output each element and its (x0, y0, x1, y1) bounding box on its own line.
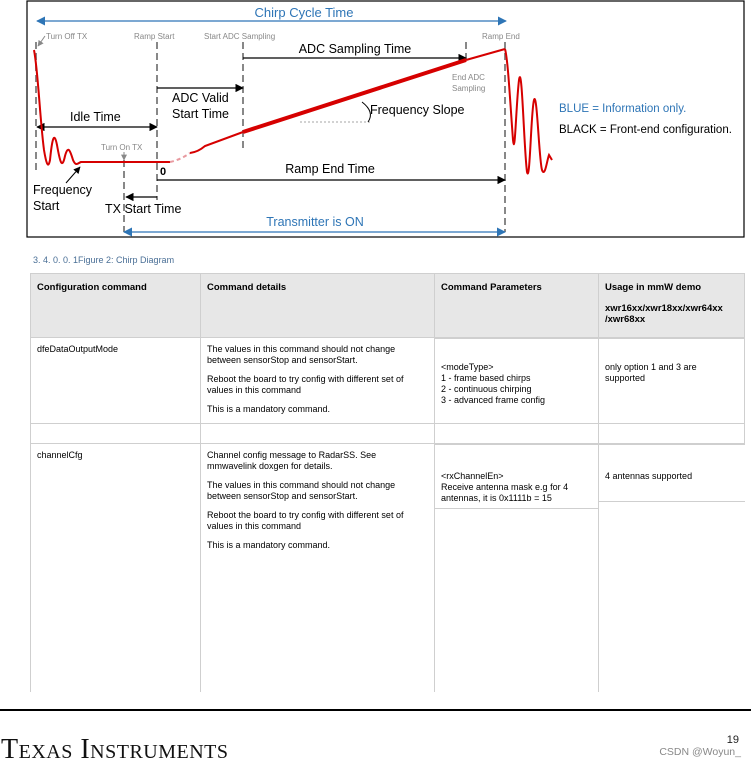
chirp-waveform-settle (170, 153, 190, 162)
details-paragraph: Channel config message to RadarSS. See mmwavelink doxgen for details. (207, 450, 377, 471)
details-paragraph: The values in this command should not change between sensorStop and sensorStart. (207, 480, 396, 501)
ramp-end-label: Ramp End (482, 32, 520, 41)
header-usage (599, 274, 745, 338)
chirp-waveform-ramp-end (466, 49, 505, 60)
details-cell (201, 338, 435, 424)
ramp-start-label: Ramp Start (134, 32, 175, 41)
parameter-line: 2 - continuous chirping (441, 384, 532, 394)
usage-cell: only option 1 and 3 are supported (599, 338, 745, 424)
legend-black: BLACK = Front-end configuration. (559, 124, 732, 136)
page-number: 19 (726, 734, 739, 746)
idle-time-label: Idle Time (70, 110, 121, 124)
turn-off-tx-label: Turn Off TX (46, 32, 88, 41)
adc-valid-label-1: ADC Valid (172, 91, 229, 105)
details-paragraph: This is a mandatory command. (207, 404, 331, 414)
parameter-line: <modeType> (441, 362, 494, 372)
parameter-line: 1 - frame based chirps (441, 373, 531, 383)
frequency-start-pointer (66, 167, 80, 183)
command-table (30, 273, 745, 692)
details-cell (201, 444, 435, 693)
figure-caption: 3. 4. 0. 0. 1Figure 2: Chirp Diagram (33, 255, 175, 265)
parameter-line: <rxChannelEn> (441, 471, 504, 481)
frequency-slope-label: Frequency Slope (370, 103, 465, 117)
header-config-command: Configuration command (31, 274, 201, 338)
table-header-row (31, 274, 745, 338)
command-cell: channelCfg (31, 444, 201, 693)
end-adc-label-2: Sampling (452, 84, 486, 93)
chirp-diagram (0, 0, 751, 240)
ti-logo: Texas Instruments (1, 734, 229, 765)
header-command-parameters: Command Parameters (435, 274, 599, 338)
tx-start-label: TX Start Time (105, 202, 182, 216)
chirp-cycle-label: Chirp Cycle Time (254, 5, 354, 20)
details-paragraph: Reboot the board to try config with different set of values in this command (207, 374, 404, 395)
turn-on-tx-label: Turn On TX (101, 143, 143, 152)
transmitter-on-label: Transmitter is ON (266, 215, 364, 229)
header-command-details: Command details (201, 274, 435, 338)
turn-off-tx-pointer (38, 36, 45, 46)
frequency-start-label-2: Start (33, 199, 60, 213)
chirp-waveform-reset (505, 49, 552, 174)
table-spacer-row (31, 424, 745, 444)
chirp-waveform-ramp-start (190, 132, 243, 153)
details-paragraph: This is a mandatory command. (207, 540, 331, 550)
end-adc-label-1: End ADC (452, 73, 485, 82)
zero-label: 0 (160, 166, 167, 178)
details-paragraph: The values in this command should not change between sensorStop and sensorStart. (207, 344, 396, 365)
usage-cell: 4 antennas supported (599, 444, 745, 693)
legend-blue: BLUE = Information only. (559, 103, 687, 115)
details-paragraph: Reboot the board to try config with different set of values in this command (207, 510, 404, 531)
parameter-line: Receive antenna mask e.g for 4 antennas, it is 0x1111b = 15 (441, 482, 569, 503)
usage-header-label: Usage in mmW demo (605, 282, 702, 293)
footer-rule (0, 709, 751, 711)
parameter-line: 3 - advanced frame config (441, 395, 546, 405)
start-adc-label: Start ADC Sampling (204, 32, 276, 41)
watermark: CSDN @Woyun_ (659, 746, 741, 758)
command-cell: dfeDataOutputMode (31, 338, 201, 424)
adc-sampling-label: ADC Sampling Time (298, 42, 412, 56)
adc-valid-label-2: Start Time (172, 107, 229, 121)
table-row (31, 444, 745, 693)
parameters-cell (435, 338, 599, 424)
ramp-end-time-label: Ramp End Time (285, 162, 375, 176)
table-row (31, 338, 745, 424)
usage-subheader: xwr16xx/xwr18xx/xwr64xx /xwr68xx (605, 303, 723, 325)
chirp-waveform-sampling (243, 60, 466, 132)
frequency-start-label-1: Frequency (33, 183, 93, 197)
parameters-cell (435, 444, 599, 693)
